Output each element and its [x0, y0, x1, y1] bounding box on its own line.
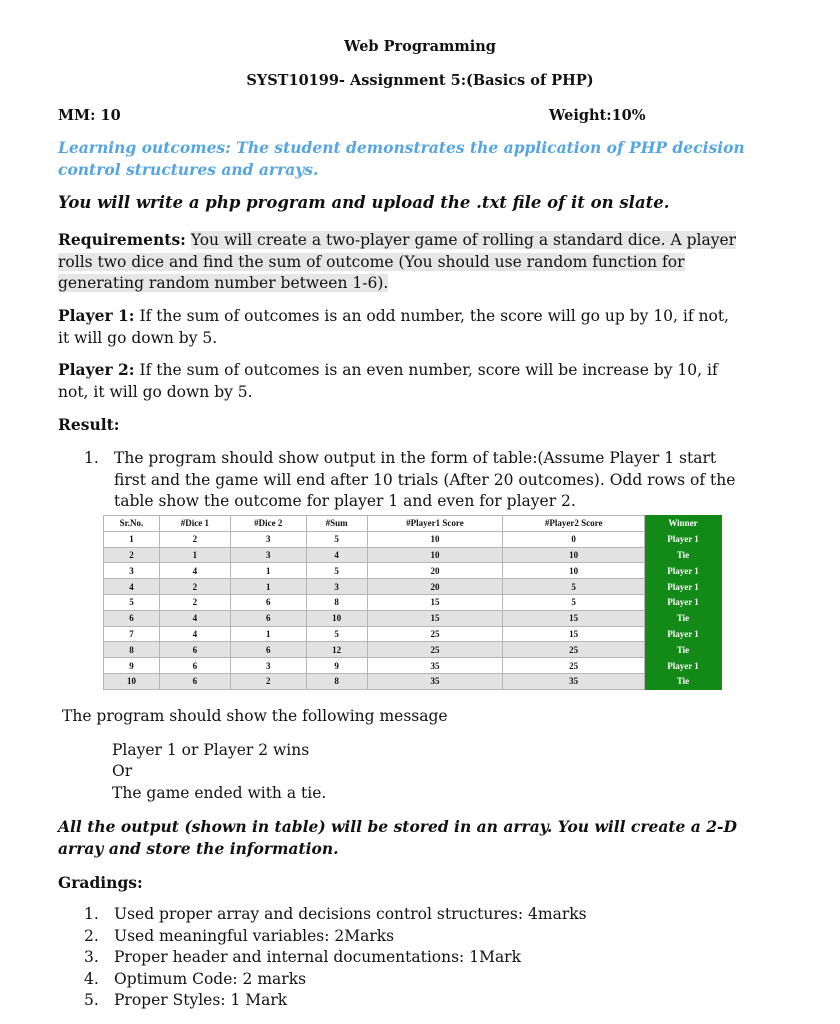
list-number: 2.: [84, 926, 99, 945]
header-winner: Winner: [645, 516, 722, 532]
cell-player1-score: 15: [367, 594, 503, 610]
table-body: [104, 531, 722, 689]
cell-winner: Player 1: [645, 563, 722, 579]
cell-winner: Tie: [645, 642, 722, 658]
player1-rule: [58, 305, 778, 349]
learning-outcomes-line-2: control structures and arrays.: [58, 160, 319, 179]
cell-player1-score: 35: [367, 658, 503, 674]
cell-sum: 9: [306, 658, 367, 674]
cell-winner: Player 1: [645, 594, 722, 610]
cell-player1-score: 20: [367, 579, 503, 595]
cell-dice-1: 2: [159, 531, 230, 547]
table-row: [104, 547, 722, 563]
cell-player2-score: 25: [503, 642, 645, 658]
cell-sr-no: 10: [104, 673, 160, 689]
result-line-2: first and the game will end after 10 trials (After 20 outcomes). Odd rows of the: [114, 470, 736, 489]
player2-label: Player 2:: [58, 360, 135, 379]
header-sr-no: Sr.No.: [104, 516, 160, 532]
cell-dice-2: 1: [230, 563, 306, 579]
cell-dice-1: 6: [159, 673, 230, 689]
table-row: [104, 610, 722, 626]
cell-player1-score: 25: [367, 642, 503, 658]
list-number: 1.: [84, 905, 99, 923]
requirements-line-3: generating random number between 1-6).: [58, 274, 389, 292]
grading-item-text: Proper header and internal documentations: 1Mark: [114, 948, 521, 966]
requirements-paragraph: [58, 229, 778, 295]
player1-line-2: it will go down by 5.: [58, 328, 218, 347]
cell-player1-score: 10: [367, 547, 503, 563]
cell-sr-no: 4: [104, 579, 160, 595]
result-label: Result:: [58, 415, 120, 434]
upload-instruction: You will write a php program and upload the .txt file of it on slate.: [58, 193, 670, 212]
cell-player2-score: 15: [503, 626, 645, 642]
list-number: 1.: [84, 449, 99, 467]
header-dice-1: #Dice 1: [159, 516, 230, 532]
grading-item-text: Used meaningful variables: 2Marks: [114, 926, 395, 945]
cell-sum: 5: [306, 531, 367, 547]
table-row: [104, 531, 722, 547]
cell-player2-score: 25: [503, 658, 645, 674]
cell-dice-2: 6: [230, 594, 306, 610]
list-item: [84, 969, 784, 991]
message-or: Or: [112, 762, 133, 780]
table-row: [104, 626, 722, 642]
cell-dice-2: 2: [230, 673, 306, 689]
result-line-1: The program should show output in the form of table:(Assume Player 1 start: [114, 449, 717, 467]
table-header-row: [104, 516, 722, 532]
list-item: [84, 947, 784, 969]
cell-sum: 12: [306, 642, 367, 658]
list-item: [84, 990, 784, 1012]
grading-item-text: Optimum Code: 2 marks: [114, 969, 307, 988]
requirements-label: Requirements:: [58, 230, 186, 249]
result-line-3: table show the outcome for player 1 and even for player 2.: [114, 492, 576, 510]
cell-winner: Tie: [645, 610, 722, 626]
cell-winner: Tie: [645, 673, 722, 689]
grading-item-text: Used proper array and decisions control structures: 4marks: [114, 905, 587, 923]
table-row: [104, 579, 722, 595]
requirements-line-1: You will create a two-player game of rolling a standard dice. A player: [190, 231, 737, 249]
list-number: 4.: [84, 969, 99, 988]
result-list: [84, 448, 784, 513]
list-item: [84, 926, 784, 948]
list-item: [84, 904, 784, 926]
cell-player2-score: 10: [503, 563, 645, 579]
document-title: Web Programming: [344, 38, 496, 55]
cell-sum: 4: [306, 547, 367, 563]
array-note-line-2: array and store the information.: [58, 839, 339, 858]
player2-rule: [58, 359, 778, 403]
array-note-line-1: All the output (shown in table) will be stored in an array. You will create a 2-D: [58, 817, 737, 836]
table-row: [104, 673, 722, 689]
cell-sr-no: 5: [104, 594, 160, 610]
cell-player2-score: 0: [503, 531, 645, 547]
cell-player2-score: 5: [503, 594, 645, 610]
weight: Weight:10%: [549, 107, 646, 124]
cell-dice-1: 4: [159, 626, 230, 642]
cell-sr-no: 2: [104, 547, 160, 563]
cell-player1-score: 20: [367, 563, 503, 579]
cell-dice-2: 3: [230, 531, 306, 547]
player2-line-2: not, it will go down by 5.: [58, 382, 253, 401]
requirements-line-2: rolls two dice and find the sum of outcome (You should use random function for: [58, 252, 685, 271]
header-dice-2: #Dice 2: [230, 516, 306, 532]
table-row: [104, 594, 722, 610]
table-row: [104, 563, 722, 579]
cell-winner: Player 1: [645, 579, 722, 595]
cell-player1-score: 25: [367, 626, 503, 642]
cell-dice-2: 6: [230, 642, 306, 658]
cell-player1-score: 35: [367, 673, 503, 689]
cell-dice-1: 4: [159, 563, 230, 579]
cell-dice-2: 3: [230, 658, 306, 674]
message-option-win: Player 1 or Player 2 wins: [112, 741, 310, 759]
cell-sr-no: 9: [104, 658, 160, 674]
cell-dice-2: 1: [230, 626, 306, 642]
gradings-label: Gradings:: [58, 873, 143, 892]
cell-sr-no: 3: [104, 563, 160, 579]
cell-dice-1: 4: [159, 610, 230, 626]
cell-player1-score: 15: [367, 610, 503, 626]
cell-sr-no: 7: [104, 626, 160, 642]
cell-sr-no: 8: [104, 642, 160, 658]
learning-outcomes-line-1: Learning outcomes: The student demonstrates the application of PHP decision: [58, 138, 745, 157]
cell-sum: 3: [306, 579, 367, 595]
cell-dice-2: 3: [230, 547, 306, 563]
cell-sr-no: 1: [104, 531, 160, 547]
max-marks: MM: 10: [58, 107, 121, 124]
cell-sum: 10: [306, 610, 367, 626]
cell-player2-score: 15: [503, 610, 645, 626]
cell-sum: 8: [306, 673, 367, 689]
cell-winner: Player 1: [645, 531, 722, 547]
cell-player2-score: 5: [503, 579, 645, 595]
player1-line-1: If the sum of outcomes is an odd number, the score will go up by 10, if not,: [139, 307, 729, 325]
player2-line-1: If the sum of outcomes is an even number, score will be increase by 10, if: [139, 361, 718, 379]
header-player2-score: #Player2 Score: [503, 516, 645, 532]
cell-player1-score: 10: [367, 531, 503, 547]
cell-dice-2: 1: [230, 579, 306, 595]
player1-label: Player 1:: [58, 306, 135, 325]
game-outcome-table: [103, 515, 722, 690]
list-item: [84, 448, 784, 513]
cell-sum: 5: [306, 626, 367, 642]
list-number: 3.: [84, 948, 99, 966]
cell-player2-score: 10: [503, 547, 645, 563]
cell-winner: Player 1: [645, 626, 722, 642]
cell-sr-no: 6: [104, 610, 160, 626]
list-number: 5.: [84, 991, 99, 1009]
cell-dice-1: 2: [159, 579, 230, 595]
message-option-tie: The game ended with a tie.: [112, 784, 327, 802]
table-row: [104, 642, 722, 658]
message-intro: The program should show the following message: [62, 707, 448, 725]
table-row: [104, 658, 722, 674]
cell-sum: 5: [306, 563, 367, 579]
gradings-list: [84, 904, 784, 1012]
cell-dice-1: 1: [159, 547, 230, 563]
cell-dice-1: 2: [159, 594, 230, 610]
cell-winner: Tie: [645, 547, 722, 563]
grading-item-text: Proper Styles: 1 Mark: [114, 991, 288, 1009]
header-player1-score: #Player1 Score: [367, 516, 503, 532]
cell-dice-1: 6: [159, 658, 230, 674]
cell-winner: Player 1: [645, 658, 722, 674]
cell-sum: 8: [306, 594, 367, 610]
cell-player2-score: 35: [503, 673, 645, 689]
cell-dice-1: 6: [159, 642, 230, 658]
cell-dice-2: 6: [230, 610, 306, 626]
header-sum: #Sum: [306, 516, 367, 532]
document-subtitle: SYST10199- Assignment 5:(Basics of PHP): [246, 72, 594, 89]
